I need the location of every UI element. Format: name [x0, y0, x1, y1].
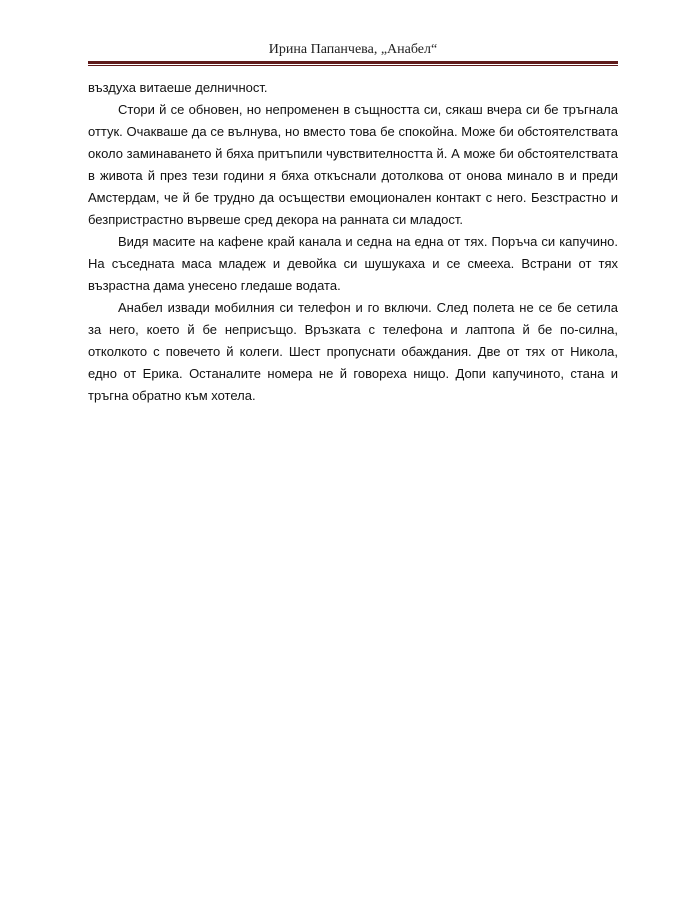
header-rule [88, 61, 618, 64]
paragraph: Анабел извади мобилния си телефон и го включи. След полета не се бе сетила за него, което й бе неприсъщо. Връзката с телефона и лаптопа й бе по-силна, отколкото с повечето й колеги. Шест пропуснати обаждания. Две от тях от Никола, едно от Ерика. Останалите номера не й говореха нищо. Допи капучиното, стана и тръгна обратно към хотела. [88, 300, 618, 403]
paragraph: Стори й се обновен, но непроменен в същността си, сякаш вчера си бе тръгнала оттук. Очакваше да се вълнува, но вместо това бе спокойна. Може би обстоятелствата около заминаването й бяха притъпили чувствителността й. А може би обстоятелствата в живота й през тези години я бяха откъснали дотолкова от онова минало в и преди Амстердам, че й бе трудно да осъществи емоционален контакт с него. Безстрастно и безпристрастно вървеше сред декора на ранната си младост. [88, 102, 618, 227]
paragraph-continuation: въздуха витаеше делничност. [88, 80, 268, 95]
running-header: Ирина Папанчева, „Анабел“ [268, 42, 438, 57]
paragraph: Видя масите на кафене край канала и седна на една от тях. Поръча си капучино. На съседната маса младеж и девойка си шушукаха и се смееха. Встрани от тях възрастна дама унесено гледаше водата. [88, 234, 618, 293]
header-rule-thin [88, 65, 618, 66]
body-text [88, 77, 618, 407]
